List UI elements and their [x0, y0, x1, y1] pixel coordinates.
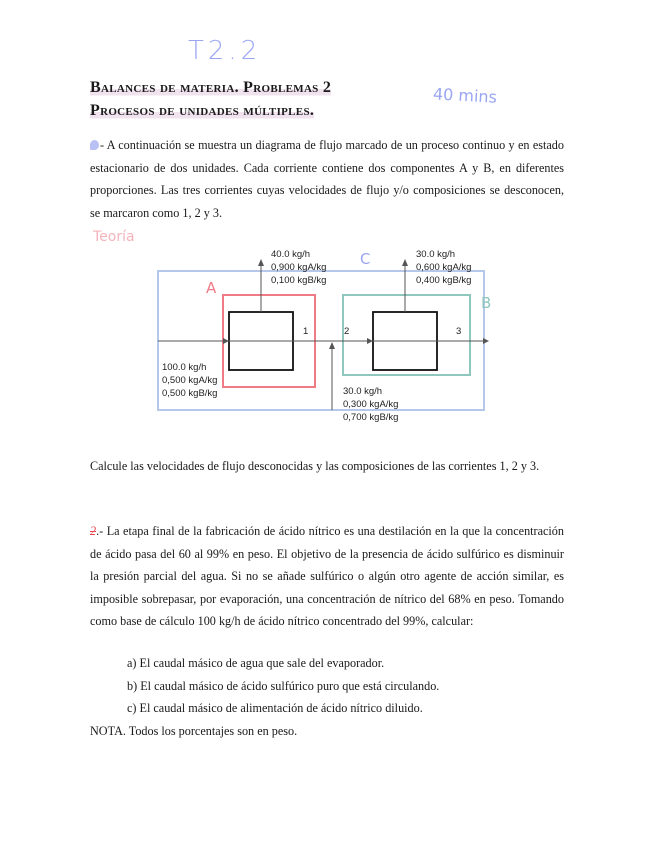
stream-2-label: 2 [344, 326, 350, 337]
problem-1-statement [90, 134, 564, 224]
handwritten-unit-a: A [206, 279, 217, 297]
problem-1-text: - A continuación se muestra un diagrama de flujo marcado de un proceso continuo y en estado estacionario de dos unidades. Cada corriente contiene dos componentes A y B, en diferentes proporciones. Las tres corrientes cuyas velocidades de flujo y/o composiciones se desconocen, se marcaron como 1, 2 y 3. [90, 138, 564, 220]
problem-1-question: Calcule las velocidades de flujo desconocidas y las composiciones de las corrientes 1, 2 y 3. [90, 459, 540, 473]
top2-comp-b: 0,400 kgB/kg [416, 275, 472, 286]
problem-2-note: NOTA. Todos los porcentajes son en peso. [90, 724, 298, 738]
stream-3-label: 3 [456, 326, 462, 337]
list-item: b) El caudal másico de ácido sulfúrico puro que está circulando. [127, 678, 440, 693]
top2-flow: 30.0 kg/h [416, 249, 456, 260]
top2-comp-a: 0,600 kgA/kg [416, 262, 472, 273]
top1-comp-b: 0,100 kgB/kg [271, 275, 327, 286]
unit-a-boundary [223, 295, 315, 387]
feed-flow: 100.0 kg/h [162, 362, 207, 373]
feed-arrowhead [223, 338, 229, 344]
document-title [90, 76, 331, 122]
title-line-2: Procesos de unidades múltiples. [90, 102, 315, 119]
stream-2-arrowhead [367, 338, 373, 344]
feed-comp-b: 0,500 kgB/kg [162, 388, 218, 399]
list-item: c) El caudal másico de alimentación de ácido nítrico diluido. [127, 701, 423, 715]
top1-flow: 40.0 kg/h [271, 249, 311, 260]
list-item: a) El caudal másico de agua que sale del evaporador. [127, 656, 385, 670]
handwritten-time: 40 mins [432, 84, 498, 107]
bottom-comp-b: 0,700 kgB/kg [343, 412, 399, 423]
problem-2-number: 2 [90, 524, 97, 538]
problem-2-statement [90, 520, 564, 633]
unit-2-box [373, 312, 437, 370]
top-outlet-2-arrowhead [402, 259, 408, 266]
problem-2-text: .- La etapa final de la fabricación de ácido nítrico es una destilación en la que la concentración de ácido pasa del 60 al 99% en peso. El objetivo de la presencia de ácido sulfúrico es disminuir la presión parcial del agua. Si no se añade sulfúrico o algún otro agente de acción similar, es imposible sobrepasar, por evaporación, una concentración de nítrico del 68% en peso. Tomando como base de cálculo 100 kg/h de ácido nítrico concentrado del 99%, calcular: [90, 524, 564, 628]
title-line-1: Balances de materia. Problemas 2 [90, 79, 332, 96]
problem-2-items [127, 652, 439, 720]
handwritten-unit-c: C [360, 250, 371, 268]
bottom-feed-arrowhead [329, 342, 335, 349]
handwritten-theory: Teoría [93, 229, 135, 245]
stream-1-label: 1 [303, 326, 309, 337]
handwritten-title: T2.2 [188, 36, 262, 66]
bottom-flow: 30.0 kg/h [343, 386, 383, 397]
unit-b-boundary [343, 295, 470, 375]
unit-1-box [229, 312, 293, 370]
bottom-comp-a: 0,300 kgA/kg [343, 399, 399, 410]
handwritten-unit-b: B [481, 294, 492, 312]
top-outlet-1-arrowhead [258, 259, 264, 266]
feed-comp-a: 0,500 kgA/kg [162, 375, 218, 386]
highlight-bullet-icon [90, 140, 99, 150]
outlet-arrowhead [483, 338, 489, 344]
top1-comp-a: 0,900 kgA/kg [271, 262, 327, 273]
